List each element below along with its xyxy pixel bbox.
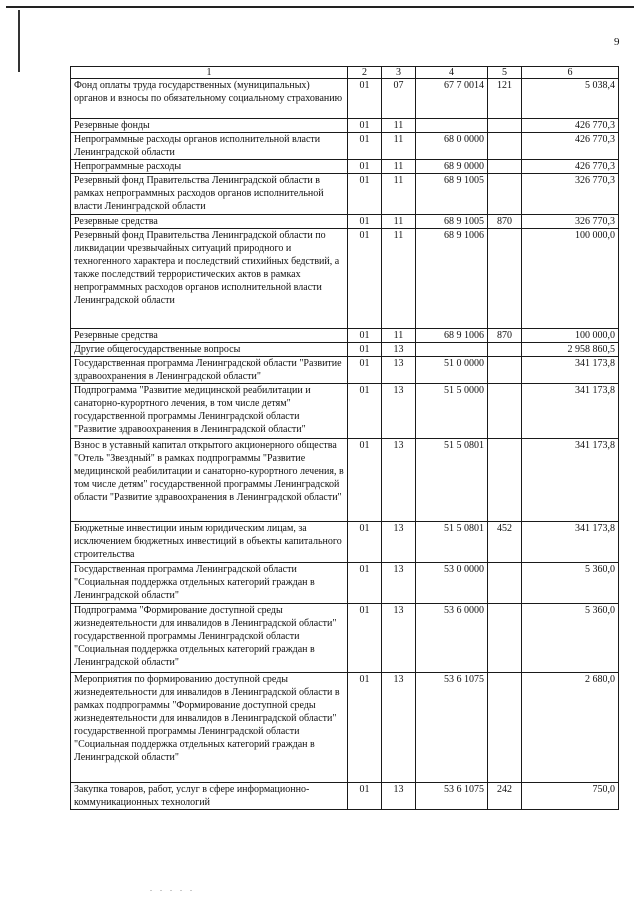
row-name: Резервные фонды (71, 119, 348, 133)
row-amount: 5 038,4 (522, 79, 619, 119)
row-subsection: 11 (382, 133, 416, 160)
row-expense-type (488, 119, 522, 133)
row-section: 01 (348, 357, 382, 384)
row-name: Подпрограмма "Формирование доступной среды жизнедеятельности для инвалидов в Ленинградской области" государственной программы Ленинградской области "Социальная поддержка отдельных категорий граждан в Ленинградской области" (71, 604, 348, 673)
row-subsection: 13 (382, 604, 416, 673)
row-expense-type: 121 (488, 79, 522, 119)
row-expense-type (488, 160, 522, 174)
row-amount: 100 000,0 (522, 229, 619, 329)
row-subsection: 07 (382, 79, 416, 119)
row-expense-type (488, 563, 522, 604)
page-number: 9 (614, 36, 620, 48)
row-name: Мероприятия по формированию доступной среды жизнедеятельности для инвалидов в Ленинградской области в рамках подпрограммы "Формирование доступной среды жизнедеятельности для инвалидов в Ленинградской области" государственной программы Ленинградской области "Социальная поддержка отдельных категорий граждан в Ленинградской области" (71, 673, 348, 783)
row-section: 01 (348, 119, 382, 133)
row-name: Государственная программа Ленинградской области "Развитие здравоохранения в Ленинградской области" (71, 357, 348, 384)
row-section: 01 (348, 174, 382, 215)
row-target-article: 53 6 1075 (416, 673, 488, 783)
scan-artifact: . . . . . (150, 884, 195, 893)
table-row (71, 522, 619, 563)
table-row (71, 119, 619, 133)
row-name: Взнос в уставный капитал открытого акционерного общества "Отель "Звездный" в рамках подпрограммы "Развитие медицинской реабилитации и санаторно-курортного лечения, в том числе детям" государственной программы Ленинградской области "Развитие здравоохранения в Ленинградской области" (71, 439, 348, 522)
column-header: 3 (382, 67, 416, 79)
row-name: Закупка товаров, работ, услуг в сфере информационно-коммуникационных технологий (71, 783, 348, 810)
row-name: Резервный фонд Правительства Ленинградской области по ликвидации чрезвычайных ситуаций природного и техногенного характера и последствий стихийных бедствий, а также последствий террористических актов в рамках непрограммных расходов органов исполнительной власти Ленинградской области (71, 229, 348, 329)
table-row (71, 439, 619, 522)
table-row (71, 133, 619, 160)
row-section: 01 (348, 329, 382, 343)
row-section: 01 (348, 79, 382, 119)
row-amount: 100 000,0 (522, 329, 619, 343)
table-row (71, 329, 619, 343)
row-expense-type (488, 174, 522, 215)
row-subsection: 13 (382, 343, 416, 357)
table-row (71, 384, 619, 439)
row-name: Бюджетные инвестиции иным юридическим лицам, за исключением бюджетных инвестиций в объекты капитального строительства (71, 522, 348, 563)
row-amount: 426 770,3 (522, 160, 619, 174)
row-expense-type: 242 (488, 783, 522, 810)
row-amount: 341 173,8 (522, 439, 619, 522)
row-target-article: 51 5 0801 (416, 439, 488, 522)
row-section: 01 (348, 229, 382, 329)
row-expense-type (488, 229, 522, 329)
row-target-article: 68 9 1006 (416, 329, 488, 343)
row-target-article: 68 9 1006 (416, 229, 488, 329)
row-subsection: 13 (382, 673, 416, 783)
table-row (71, 160, 619, 174)
table-row (71, 79, 619, 119)
row-amount: 5 360,0 (522, 563, 619, 604)
row-amount: 426 770,3 (522, 119, 619, 133)
row-subsection: 13 (382, 439, 416, 522)
row-target-article: 53 0 0000 (416, 563, 488, 604)
row-name: Резервный фонд Правительства Ленинградской области в рамках непрограммных расходов органов исполнительной власти Ленинградской области (71, 174, 348, 215)
row-subsection: 11 (382, 160, 416, 174)
table-header-row (71, 67, 619, 79)
row-amount: 326 770,3 (522, 215, 619, 229)
row-expense-type (488, 133, 522, 160)
row-subsection: 13 (382, 384, 416, 439)
table-row (71, 174, 619, 215)
row-amount: 750,0 (522, 783, 619, 810)
row-amount: 326 770,3 (522, 174, 619, 215)
table-row (71, 563, 619, 604)
row-subsection: 11 (382, 119, 416, 133)
row-section: 01 (348, 133, 382, 160)
row-expense-type (488, 384, 522, 439)
row-section: 01 (348, 215, 382, 229)
row-section: 01 (348, 604, 382, 673)
row-target-article (416, 343, 488, 357)
row-subsection: 11 (382, 215, 416, 229)
row-name: Другие общегосударственные вопросы (71, 343, 348, 357)
table-row (71, 783, 619, 810)
table-row (71, 604, 619, 673)
row-target-article: 67 7 0014 (416, 79, 488, 119)
row-subsection: 11 (382, 174, 416, 215)
row-amount: 341 173,8 (522, 384, 619, 439)
row-subsection: 13 (382, 563, 416, 604)
row-section: 01 (348, 439, 382, 522)
row-expense-type (488, 357, 522, 384)
row-name: Непрограммные расходы органов исполнительной власти Ленинградской области (71, 133, 348, 160)
column-header: 6 (522, 67, 619, 79)
row-target-article: 68 0 0000 (416, 133, 488, 160)
column-header: 4 (416, 67, 488, 79)
row-subsection: 13 (382, 357, 416, 384)
row-amount: 341 173,8 (522, 357, 619, 384)
row-section: 01 (348, 343, 382, 357)
row-name: Государственная программа Ленинградской области "Социальная поддержка отдельных категорий граждан в Ленинградской области" (71, 563, 348, 604)
row-target-article: 51 5 0801 (416, 522, 488, 563)
row-target-article: 68 9 0000 (416, 160, 488, 174)
top-border-line (6, 6, 634, 8)
row-name: Резервные средства (71, 215, 348, 229)
row-target-article: 68 9 1005 (416, 174, 488, 215)
row-expense-type (488, 439, 522, 522)
row-amount: 2 680,0 (522, 673, 619, 783)
row-amount: 5 360,0 (522, 604, 619, 673)
row-subsection: 11 (382, 229, 416, 329)
row-name: Подпрограмма "Развитие медицинской реабилитации и санаторно-курортного лечения, в том числе детям" государственной программы Ленинградской области "Развитие здравоохранения в Ленинградской области" (71, 384, 348, 439)
row-amount: 2 958 860,5 (522, 343, 619, 357)
row-expense-type: 452 (488, 522, 522, 563)
table-row (71, 673, 619, 783)
row-section: 01 (348, 384, 382, 439)
row-section: 01 (348, 522, 382, 563)
table-row (71, 357, 619, 384)
column-header: 2 (348, 67, 382, 79)
row-amount: 426 770,3 (522, 133, 619, 160)
row-name: Непрограммные расходы (71, 160, 348, 174)
column-header: 5 (488, 67, 522, 79)
left-margin-mark (18, 10, 20, 72)
row-target-article: 53 6 0000 (416, 604, 488, 673)
row-name: Резервные средства (71, 329, 348, 343)
table-row (71, 229, 619, 329)
row-section: 01 (348, 673, 382, 783)
row-expense-type (488, 604, 522, 673)
row-target-article (416, 119, 488, 133)
row-expense-type: 870 (488, 215, 522, 229)
table-row (71, 343, 619, 357)
row-amount: 341 173,8 (522, 522, 619, 563)
row-expense-type (488, 673, 522, 783)
row-subsection: 13 (382, 522, 416, 563)
row-target-article: 51 0 0000 (416, 357, 488, 384)
row-target-article: 51 5 0000 (416, 384, 488, 439)
row-section: 01 (348, 160, 382, 174)
row-section: 01 (348, 783, 382, 810)
row-subsection: 11 (382, 329, 416, 343)
row-name: Фонд оплаты труда государственных (муниципальных) органов и взносы по обязательному социальному страхованию (71, 79, 348, 119)
row-target-article: 53 6 1075 (416, 783, 488, 810)
row-section: 01 (348, 563, 382, 604)
budget-table (70, 66, 619, 810)
row-expense-type: 870 (488, 329, 522, 343)
row-subsection: 13 (382, 783, 416, 810)
column-header: 1 (71, 67, 348, 79)
row-target-article: 68 9 1005 (416, 215, 488, 229)
row-expense-type (488, 343, 522, 357)
table-row (71, 215, 619, 229)
